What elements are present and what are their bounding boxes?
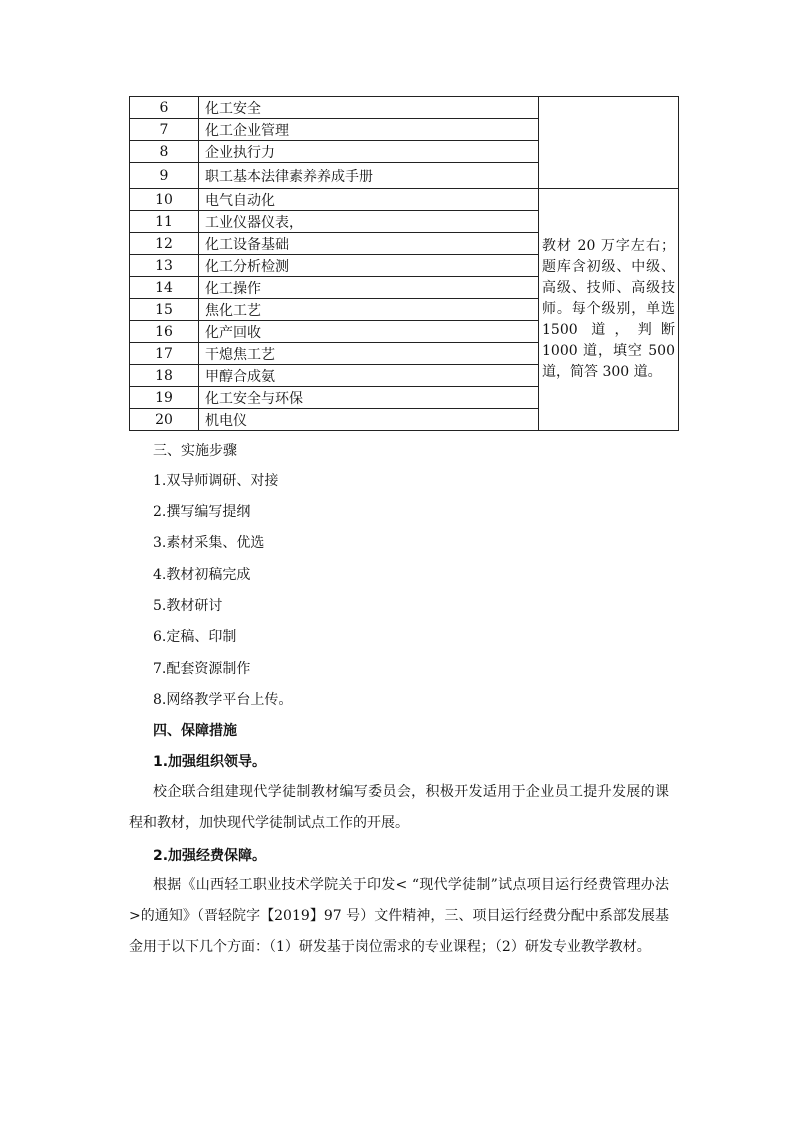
row-number: 12 [130, 233, 199, 255]
subsection-heading: 2.加强经费保障。 [153, 848, 267, 864]
step-item: 6.定稿、印制 [153, 629, 237, 645]
course-name: 化工安全 [199, 97, 539, 119]
subsection-heading: 1.加强组织领导。 [153, 754, 267, 770]
step-item: 5.教材研讨 [153, 598, 223, 614]
row-number: 18 [130, 365, 199, 387]
step-item: 7.配套资源制作 [153, 661, 251, 677]
course-name: 机电仪 [199, 409, 539, 431]
course-name: 工业仪器仪表， [199, 211, 539, 233]
course-name: 电气自动化 [199, 189, 539, 211]
course-name: 化工设备基础 [199, 233, 539, 255]
course-name: 焦化工艺 [199, 299, 539, 321]
row-number: 10 [130, 189, 199, 211]
step-item: 1.双导师调研、对接 [153, 473, 279, 489]
paragraph: 根据《山西轻工职业技术学院关于印发< “现代学徒制”试点项目运行经费管理办法>的通知》（晋轻院字【2019】97 号）文件精神，三、项目运行经费分配中系部发展基金用于以下几个方面：（1）研发基于岗位需求的专业课程；（2）研发专业教学教材。 [129, 877, 669, 955]
section4-heading: 四、保障措施 [153, 723, 237, 739]
step-item: 8.网络教学平台上传。 [153, 692, 293, 708]
table-row [130, 97, 679, 119]
table-row [130, 189, 679, 211]
course-table [129, 96, 679, 431]
course-name: 干熄焦工艺 [199, 343, 539, 365]
row-number: 9 [130, 163, 199, 189]
course-name: 化产回收 [199, 321, 539, 343]
course-name: 甲醇合成氨 [199, 365, 539, 387]
row-number: 13 [130, 255, 199, 277]
course-name: 化工企业管理 [199, 119, 539, 141]
course-name: 职工基本法律素养养成手册 [199, 163, 539, 189]
course-name: 化工操作 [199, 277, 539, 299]
section3-heading: 三、实施步骤 [153, 443, 237, 459]
row-number: 11 [130, 211, 199, 233]
paragraph: 校企联合组建现代学徒制教材编写委员会，积极开发适用于企业员工提升发展的课程和教材，加快现代学徒制试点工作的开展。 [129, 784, 669, 831]
row-number: 19 [130, 387, 199, 409]
row-number: 17 [130, 343, 199, 365]
step-item: 2.撰写编写提纲 [153, 504, 251, 520]
row-number: 20 [130, 409, 199, 431]
step-item: 4.教材初稿完成 [153, 567, 251, 583]
step-item: 3.素材采集、优选 [153, 535, 265, 551]
course-name: 企业执行力 [199, 141, 539, 163]
row-number: 16 [130, 321, 199, 343]
row-number: 15 [130, 299, 199, 321]
course-name: 化工分析检测 [199, 255, 539, 277]
row-number: 14 [130, 277, 199, 299]
table-note: 教材 20 万字左右；题库含初级、中级、高级、技师、高级技师。每个级别，单选 1500 道，判断 1000 道，填空 500 道，简答 300 道。 [539, 189, 679, 431]
course-name: 化工安全与环保 [199, 387, 539, 409]
empty-note-cell [539, 97, 679, 189]
row-number: 6 [130, 97, 199, 119]
row-number: 8 [130, 141, 199, 163]
row-number: 7 [130, 119, 199, 141]
